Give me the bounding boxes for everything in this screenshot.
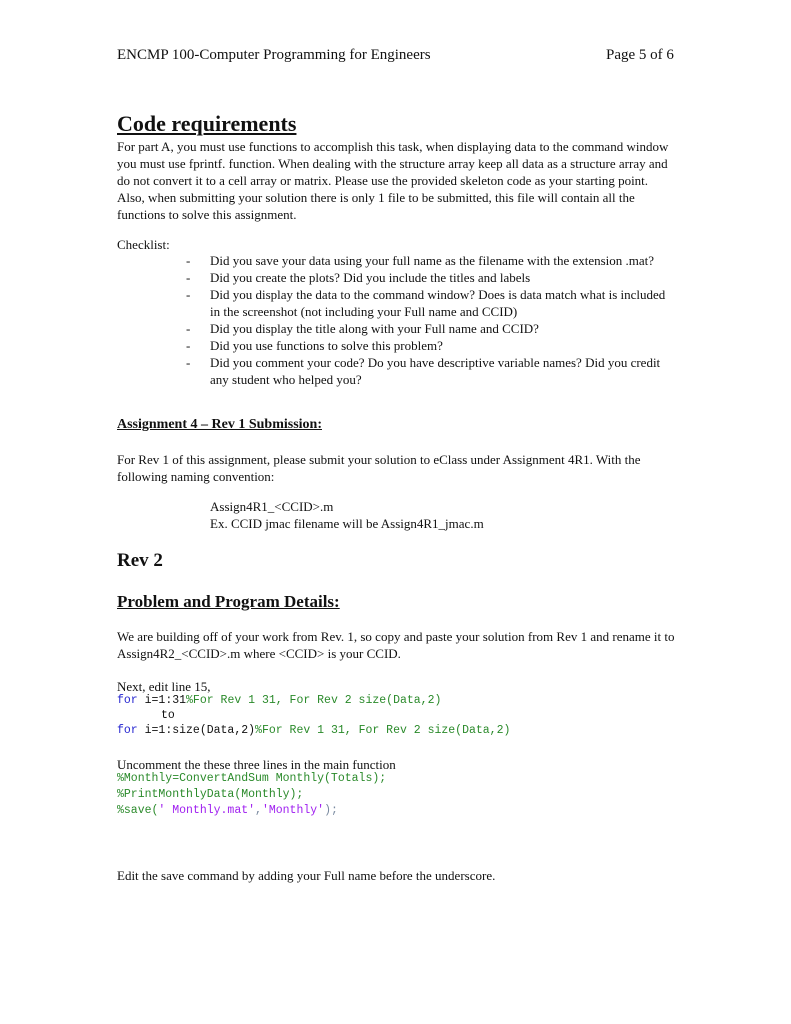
rev1-paragraph: For Rev 1 of this assignment, please submit your solution to eClass under Assignment 4R1. With the following naming convention: xyxy=(117,452,641,484)
checklist-item: - Did you display the title along with your Full name and CCID? xyxy=(186,321,539,336)
course-header: ENCMP 100-Computer Programming for Engineers xyxy=(117,47,431,63)
uncomment-text: Uncomment the these three lines in the main function xyxy=(117,757,396,772)
checklist-item: - Did you display the data to the command window? Does is data match what is included in the screenshot (not including your Full name and CCID) xyxy=(186,287,666,319)
rev2-paragraph: We are building off of your work from Rev. 1, so copy and paste your solution from Rev 1 and rename it to Assign4R2_<CCID>.m where <CCID> is your CCID. xyxy=(117,629,675,661)
checklist xyxy=(186,252,666,388)
problem-details-heading: Problem and Program Details: xyxy=(117,592,340,611)
rev1-filename: Assign4R1_<CCID>.m xyxy=(210,499,334,514)
rev1-heading: Assignment 4 – Rev 1 Submission: xyxy=(117,417,322,432)
checklist-item: - Did you create the plots? Did you include the titles and labels xyxy=(186,270,531,285)
next-edit-text: Next, edit line 15, xyxy=(117,679,211,694)
page-number: Page 5 of 6 xyxy=(606,47,674,63)
checklist-item: - Did you use functions to solve this problem? xyxy=(186,338,443,353)
to-label: to xyxy=(161,709,175,722)
code-line-new: for i=1:size(Data,2)%For Rev 1 31, For Rev 2 size(Data,2) xyxy=(117,724,511,737)
save-command-line: %save(' Monthly.mat','Monthly'); xyxy=(117,804,338,817)
checklist-item: - Did you comment your code? Do you have descriptive variable names? Did you credit any student who helped you? xyxy=(186,355,661,387)
rev1-example: Ex. CCID jmac filename will be Assign4R1_jmac.m xyxy=(210,516,484,531)
commented-line: %Monthly=ConvertAndSum Monthly(Totals); xyxy=(117,772,387,785)
code-requirements-paragraph: For part A, you must use functions to accomplish this task, when displaying data to the command window you must use fprintf. function. When dealing with the structure array keep all data as a structure array and do not convert it to a cell array or matrix. Please use the provided skeleton code as your starting point. Also, when submitting your solution there is only 1 file to be submitted, this file will contain all the functions to solve this assignment. xyxy=(117,139,669,222)
code-requirements-heading: Code requirements xyxy=(117,111,297,136)
commented-line: %PrintMonthlyData(Monthly); xyxy=(117,788,304,801)
edit-save-text: Edit the save command by adding your Full name before the underscore. xyxy=(117,868,496,883)
checklist-item: - Did you save your data using your full name as the filename with the extension .mat? xyxy=(186,253,655,268)
checklist-label: Checklist: xyxy=(117,237,170,252)
rev2-heading: Rev 2 xyxy=(117,550,163,571)
code-line-original: for i=1:31%For Rev 1 31, For Rev 2 size(Data,2) xyxy=(117,694,442,707)
